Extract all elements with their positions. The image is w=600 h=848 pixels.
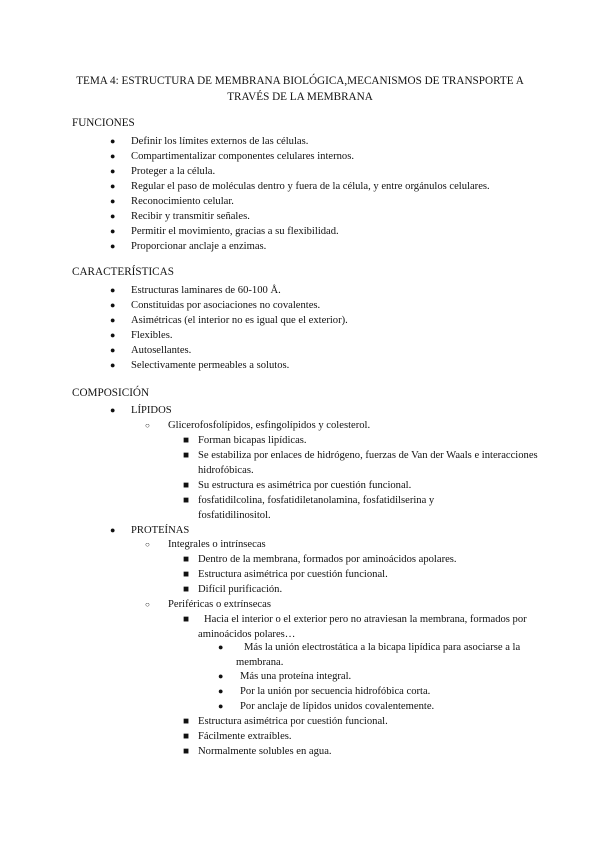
- bullet-filled-icon: ●: [110, 345, 116, 355]
- heading-funciones: FUNCIONES: [72, 117, 135, 129]
- bullet-filled-icon: ●: [110, 285, 116, 295]
- bullet-filled-icon: ●: [110, 136, 116, 146]
- bullet-filled-icon: ●: [110, 241, 116, 251]
- bullet-filled-icon: ●: [110, 525, 116, 535]
- bullet-filled-icon: ●: [110, 315, 116, 325]
- bullet-hollow-icon: ○: [145, 421, 150, 430]
- bullet-hollow-icon: ○: [145, 600, 150, 609]
- bullet-square-icon: ■: [183, 569, 190, 580]
- bullet-filled-icon: ●: [110, 196, 116, 206]
- bullet-filled-icon: ●: [110, 181, 116, 191]
- bullet-square-icon: ■: [183, 450, 190, 461]
- bullet-filled-icon: ●: [110, 151, 116, 161]
- bullet-filled-icon: ●: [110, 360, 116, 370]
- bullet-square-icon: ■: [183, 495, 190, 506]
- heading-composicion: COMPOSICIÓN: [72, 387, 150, 399]
- bullet-filled-icon: ●: [218, 642, 224, 652]
- heading-caracteristicas: CARACTERÍSTICAS: [72, 266, 174, 278]
- bullet-filled-icon: ●: [110, 166, 116, 176]
- bullet-square-icon: ■: [183, 554, 190, 565]
- bullet-hollow-icon: ○: [145, 540, 150, 549]
- bullet-filled-icon: ●: [218, 701, 224, 711]
- document-title: TEMA 4: ESTRUCTURA DE MEMBRANA BIOLÓGICA,MECANISMOS DE TRANSPORTE A TRAVÉS DE LA MEMBRANA: [76, 75, 524, 103]
- bullet-filled-icon: ●: [218, 686, 224, 696]
- bullet-square-icon: ■: [183, 731, 190, 742]
- bullet-filled-icon: ●: [110, 405, 116, 415]
- bullet-square-icon: ■: [183, 746, 190, 757]
- bullet-square-icon: ■: [183, 716, 190, 727]
- bullet-filled-icon: ●: [110, 226, 116, 236]
- bullet-filled-icon: ●: [110, 211, 116, 221]
- bullet-filled-icon: ●: [218, 671, 224, 681]
- bullet-square-icon: ■: [183, 480, 190, 491]
- bullet-square-icon: ■: [183, 435, 190, 446]
- bullet-square-icon: ■: [183, 614, 190, 625]
- bullet-filled-icon: ●: [110, 300, 116, 310]
- bullet-square-icon: ■: [183, 584, 190, 595]
- bullet-filled-icon: ●: [110, 330, 116, 340]
- document-page: TEMA 4: ESTRUCTURA DE MEMBRANA BIOLÓGICA,MECANISMOS DE TRANSPORTE A TRAVÉS DE LA MEMBRANA FUNCIONES ● Definir los límites externos de las células. ● Compartimentalizar componentes celulares internos. ● Proteger a la célula. ● Regular el paso de moléculas dentro y fuera de la célula, y entre orgánulos celulares. ● Reconocimiento celular. ● Recibir y transmitir señales. ● Permitir el movimiento, gracias a su flexibilidad. ● Proporcionar anclaje a enzimas. CARACTERÍSTICAS ● Estructuras laminares de 60-100 Å. ● Constituidas por asociaciones no covalentes. ● Asimétricas (el interior no es igual que el exterior). ● Flexibles. ● Autosellantes. ● Selectivamente permeables a solutos. COMPOSICIÓN ● LÍPIDOS ○ Glicerofosfolípidos, esfingolípidos y colesterol. ■ Forman bicapas lipídicas. ■ Se estabiliza por enlaces de hidrógeno, fuerzas de Van der Waals e interacciones hidrofóbicas. ■ Su estructura es asimétrica por cuestión funcional. ■ fosfatidilcolina, fosfatidiletanolamina, fosfatidilserina y fosfatidilinositol. ● PROTEÍNAS ○ Integrales o intrínsecas ■ Dentro de la membrana, formados por aminoácidos apolares. ■ Estructura asimétrica por cuestión funcional. ■ Difícil purificación. ○ Periféricas o extrínsecas ■ Hacia el interior o el exterior pero no atraviesan la membrana, formados por aminoácidos polares… ● Más la unión electrostática a la bicapa lipídica para asociarse a la membrana. ● Más una proteína integral. ● Por la unión por secuencia hidrofóbica corta. ● Por anclaje de lípidos unidos covalentemente. ■ Estructura asimétrica por cuestión funcional. ■ Fácilmente extraíbles. ■ Normalmente solubles en agua.: [0, 0, 600, 848]
